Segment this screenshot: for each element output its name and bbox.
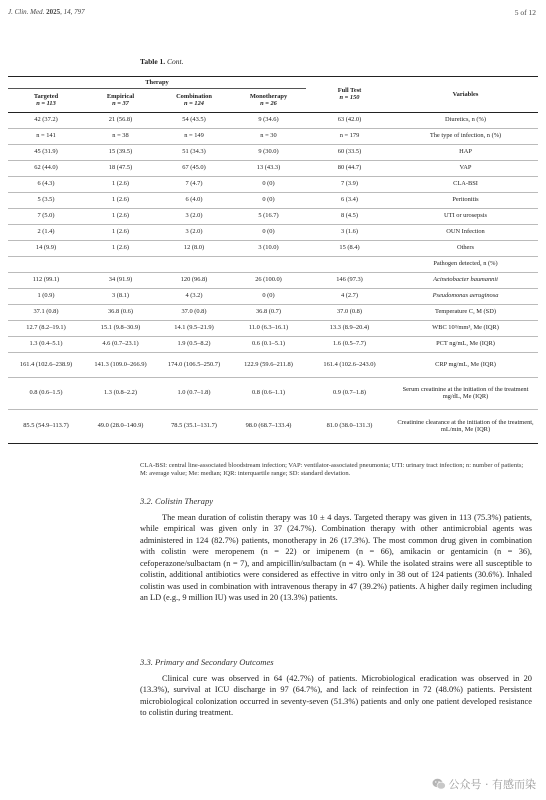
table-cell: 37.1 (0.8): [8, 304, 84, 320]
table-cell: 1 (0.9): [8, 288, 84, 304]
table-cell: 1 (2.6): [84, 208, 157, 224]
table-cell: 161.4 (102.6–243.0): [306, 352, 393, 377]
table-cell: 4.6 (0.7–23.1): [84, 336, 157, 352]
table-row: [8, 352, 538, 377]
table-variable-cell: Others: [393, 240, 538, 256]
table-cell: 0 (0): [231, 224, 306, 240]
table-cell: 15 (8.4): [306, 240, 393, 256]
table-cell: 1 (2.6): [84, 192, 157, 208]
table-cell: 18 (47.5): [84, 160, 157, 176]
table-cell: 1.0 (0.7–1.8): [157, 377, 231, 409]
table-variable-cell: CLA-BSI: [393, 176, 538, 192]
table-cell: 13.3 (8.9–20.4): [306, 320, 393, 336]
table-variable-cell: Creatinine clearance at the initiation of the treatment, mL/min, Me (IQR): [393, 409, 538, 443]
table-row: [8, 272, 538, 288]
table-row: [8, 240, 538, 256]
table-cell: 1.9 (0.5–8.2): [157, 336, 231, 352]
table-variable-cell: OUN Infection: [393, 224, 538, 240]
table-cell: 161.4 (102.6–238.9): [8, 352, 84, 377]
column-monotherapy-name: Monotherapy: [249, 92, 288, 100]
table-cell: 0 (0): [231, 176, 306, 192]
column-monotherapy-n: n = 26: [260, 100, 277, 108]
table-cell: [157, 256, 231, 272]
table-cell: 13 (43.3): [231, 160, 306, 176]
table-caption-text: Cont.: [167, 57, 184, 66]
table-cell: 0 (0): [231, 288, 306, 304]
table-cell: 98.0 (68.7–133.4): [231, 409, 306, 443]
table-cell: 37.0 (0.8): [157, 304, 231, 320]
table-cell: 21 (56.8): [84, 112, 157, 128]
table-cell: 15 (39.5): [84, 144, 157, 160]
table-cell: n = 38: [84, 128, 157, 144]
table-row: [8, 192, 538, 208]
table-variable-cell: Acinetobacter baumannii: [393, 272, 538, 288]
table-cell: 7 (4.7): [157, 176, 231, 192]
table-cell: 4 (2.7): [306, 288, 393, 304]
table-cell: 14.1 (9.5–21.9): [157, 320, 231, 336]
table-cell: 34 (91.9): [84, 272, 157, 288]
table-cell: 6 (4.0): [157, 192, 231, 208]
table-cell: 120 (96.8): [157, 272, 231, 288]
table-cell: 45 (31.9): [8, 144, 84, 160]
table-cell: 1.3 (0.4–5.1): [8, 336, 84, 352]
table-cell: 9 (30.0): [231, 144, 306, 160]
table-row: [8, 208, 538, 224]
table-cell: 1 (2.6): [84, 240, 157, 256]
table-row: [8, 288, 538, 304]
section-text-colistin-therapy: The mean duration of colistin therapy was 10 ± 4 days. Targeted therapy was given in 113 (75.3%) patients, while empirical was given only in 37 (24.7%). Combination therapy with other antimicrobial agents was administered in 124 (82.7%) patients, monotherapy in 26 (17.3%). The most common drug given in combination with colistin were meropenem (n = 22) or imipenem (n = 66), amikacin or gentamicin (n = 36), cefoperazone/sulbactam (n = 7), and ampicillin/sulbactam (n = 4). While the isolated strains were all susceptible to colistin, additional antibiotics were considered as effective in vitro only in 38 out of 124 patients (30.6%). Inhaled colistin was used in combination with intravenous therapy in 47 (39.2%) patients. A higher daily regimen including an LD (e.g., 9 million IU) was used in 20 (13.3%) patients.: [140, 513, 532, 602]
table-caption-label: Table 1.: [140, 57, 166, 66]
column-header-full: [306, 77, 393, 113]
table-cell: n = 141: [8, 128, 84, 144]
table-row: [8, 224, 538, 240]
table-cell: 3 (1.6): [306, 224, 393, 240]
table-cell: 36.8 (0.6): [84, 304, 157, 320]
table-cell: 6 (4.3): [8, 176, 84, 192]
table-row: [8, 160, 538, 176]
table-cell: n = 179: [306, 128, 393, 144]
table-cell: 1.6 (0.5–7.7): [306, 336, 393, 352]
watermark-text: 公众号 · 有感而染: [448, 778, 536, 791]
table-cell: 7 (5.0): [8, 208, 84, 224]
table-cell: 9 (34.6): [231, 112, 306, 128]
table-cell: 36.8 (0.7): [231, 304, 306, 320]
column-header-combination: [157, 88, 231, 112]
table-cell: [231, 256, 306, 272]
table-variable-cell: Diuretics, n (%): [393, 112, 538, 128]
column-targeted-n: n = 113: [36, 100, 56, 108]
table-row: [8, 176, 538, 192]
table-variable-cell: VAP: [393, 160, 538, 176]
table-cell: 60 (33.5): [306, 144, 393, 160]
table-variable-cell: Peritonitis: [393, 192, 538, 208]
table-cell: 81.0 (38.0–131.3): [306, 409, 393, 443]
table-cell: 112 (99.1): [8, 272, 84, 288]
table-cell: 122.9 (59.6–211.8): [231, 352, 306, 377]
table-cell: 5 (16.7): [231, 208, 306, 224]
table-cell: 6 (3.4): [306, 192, 393, 208]
column-full-name: Full Test: [337, 86, 362, 94]
page-header: [8, 8, 536, 22]
table-cell: 0.8 (0.6–1.1): [231, 377, 306, 409]
table-variable-cell: PCT ng/mL, Me (IQR): [393, 336, 538, 352]
column-header-variables: Variables: [393, 77, 538, 113]
table-cell: 67 (45.0): [157, 160, 231, 176]
therapy-group-header: Therapy: [8, 77, 306, 89]
table-cell: 0 (0): [231, 192, 306, 208]
watermark: [432, 776, 537, 792]
table-cell: 49.0 (28.0–140.9): [84, 409, 157, 443]
table-variable-cell: Pseudomonas aeruginosa: [393, 288, 538, 304]
table-variable-cell: Serum creatinine at the initiation of the treatment mg/dL, Me (IQR): [393, 377, 538, 409]
table-cell: 12 (8.0): [157, 240, 231, 256]
table-cell: 8 (4.5): [306, 208, 393, 224]
table-row: [8, 377, 538, 409]
table-row: [8, 256, 538, 272]
table-cell: 174.0 (106.5–250.7): [157, 352, 231, 377]
table-row: [8, 144, 538, 160]
table-variable-cell: CRP mg/mL, Me (IQR): [393, 352, 538, 377]
data-table: [8, 76, 538, 444]
column-combination-n: n = 124: [184, 100, 204, 108]
table-row: [8, 112, 538, 128]
section-title-colistin-therapy: 3.2. Colistin Therapy: [140, 496, 214, 506]
table-cell: 0.8 (0.6–1.5): [8, 377, 84, 409]
section-text-outcomes: Clinical cure was observed in 64 (42.7%) of patients. Microbiological eradication was observed in 20 (13.3%), survival at ICU discharge in 97 (64.7%), and lack of reinfection in 72 (48.0%) patients. Persistent microbiological colonization occurred in seventy-seven (51.3%) patients and only one patient developed resistance to colistin during treatment.: [140, 674, 532, 718]
column-header-empirical: [84, 88, 157, 112]
table-cell: 1 (2.6): [84, 224, 157, 240]
wechat-icon: [432, 777, 446, 791]
column-targeted-name: Targeted: [33, 92, 59, 100]
journal-name: J. Clin. Med.: [8, 8, 45, 16]
column-header-monotherapy: [231, 88, 306, 112]
table-cell: 146 (97.3): [306, 272, 393, 288]
table-variable-cell: WBC 10³/mm³, Me (IQR): [393, 320, 538, 336]
table-cell: 3 (8.1): [84, 288, 157, 304]
column-full-n: n = 150: [339, 94, 360, 102]
journal-year: 2025: [46, 8, 61, 16]
table-row: [8, 320, 538, 336]
table-cell: 141.3 (109.0–266.9): [84, 352, 157, 377]
journal-volume: , 14, 797: [60, 8, 85, 16]
table-row: [8, 128, 538, 144]
table-cell: 26 (100.0): [231, 272, 306, 288]
table-group-header-row: [8, 77, 538, 89]
table-cell: 12.7 (8.2–19.1): [8, 320, 84, 336]
table-cell: 3 (2.0): [157, 208, 231, 224]
table-cell: 15.1 (9.8–30.9): [84, 320, 157, 336]
table-cell: 54 (43.5): [157, 112, 231, 128]
table-cell: [84, 256, 157, 272]
table-cell: [8, 256, 84, 272]
table-cell: 3 (2.0): [157, 224, 231, 240]
table-variable-cell: UTI or urosepsis: [393, 208, 538, 224]
table-cell: 85.5 (54.9–113.7): [8, 409, 84, 443]
table-cell: 1 (2.6): [84, 176, 157, 192]
table-cell: 5 (3.5): [8, 192, 84, 208]
table-cell: 63 (42.0): [306, 112, 393, 128]
table-cell: 42 (37.2): [8, 112, 84, 128]
table-cell: 80 (44.7): [306, 160, 393, 176]
column-combination-name: Combination: [176, 92, 212, 100]
table-cell: n = 30: [231, 128, 306, 144]
table-variable-cell: Pathogen detected, n (%): [393, 256, 538, 272]
table-cell: 0.6 (0.1–5.1): [231, 336, 306, 352]
table-cell: 4 (3.2): [157, 288, 231, 304]
table-row: [8, 336, 538, 352]
column-header-targeted: [8, 88, 84, 112]
journal-citation: [8, 8, 85, 16]
section-title-outcomes: 3.3. Primary and Secondary Outcomes: [140, 657, 274, 667]
table-cell: 7 (3.9): [306, 176, 393, 192]
table-cell: [306, 256, 393, 272]
table-variable-cell: Temperature C, M (SD): [393, 304, 538, 320]
table-cell: 0.9 (0.7–1.8): [306, 377, 393, 409]
table-row: [8, 409, 538, 443]
table-cell: 51 (34.3): [157, 144, 231, 160]
table-cell: 14 (9.9): [8, 240, 84, 256]
table-cell: n = 149: [157, 128, 231, 144]
table-caption: [140, 57, 184, 66]
page-number: 5 of 12: [514, 8, 536, 17]
table-body: [8, 112, 538, 443]
table-footnote: CLA-BSI: central line-associated bloodstream infection; VAP: ventilator-associated pneumonia; UTI: urinary tract infection; n: number of patients; M: average value; Me: median; IQR: interquartile range; SD: standard deviation.: [140, 462, 524, 478]
column-empirical-n: n = 37: [112, 100, 129, 108]
table-cell: 78.5 (35.1–131.7): [157, 409, 231, 443]
table-cell: 37.0 (0.8): [306, 304, 393, 320]
table-row: [8, 304, 538, 320]
column-empirical-name: Empirical: [106, 92, 135, 100]
table-variable-cell: The type of infection, n (%): [393, 128, 538, 144]
table-cell: 3 (10.0): [231, 240, 306, 256]
table-variable-cell: HAP: [393, 144, 538, 160]
table-cell: 62 (44.0): [8, 160, 84, 176]
table-cell: 11.0 (6.3–16.1): [231, 320, 306, 336]
table-cell: 2 (1.4): [8, 224, 84, 240]
table-cell: 1.3 (0.8–2.2): [84, 377, 157, 409]
